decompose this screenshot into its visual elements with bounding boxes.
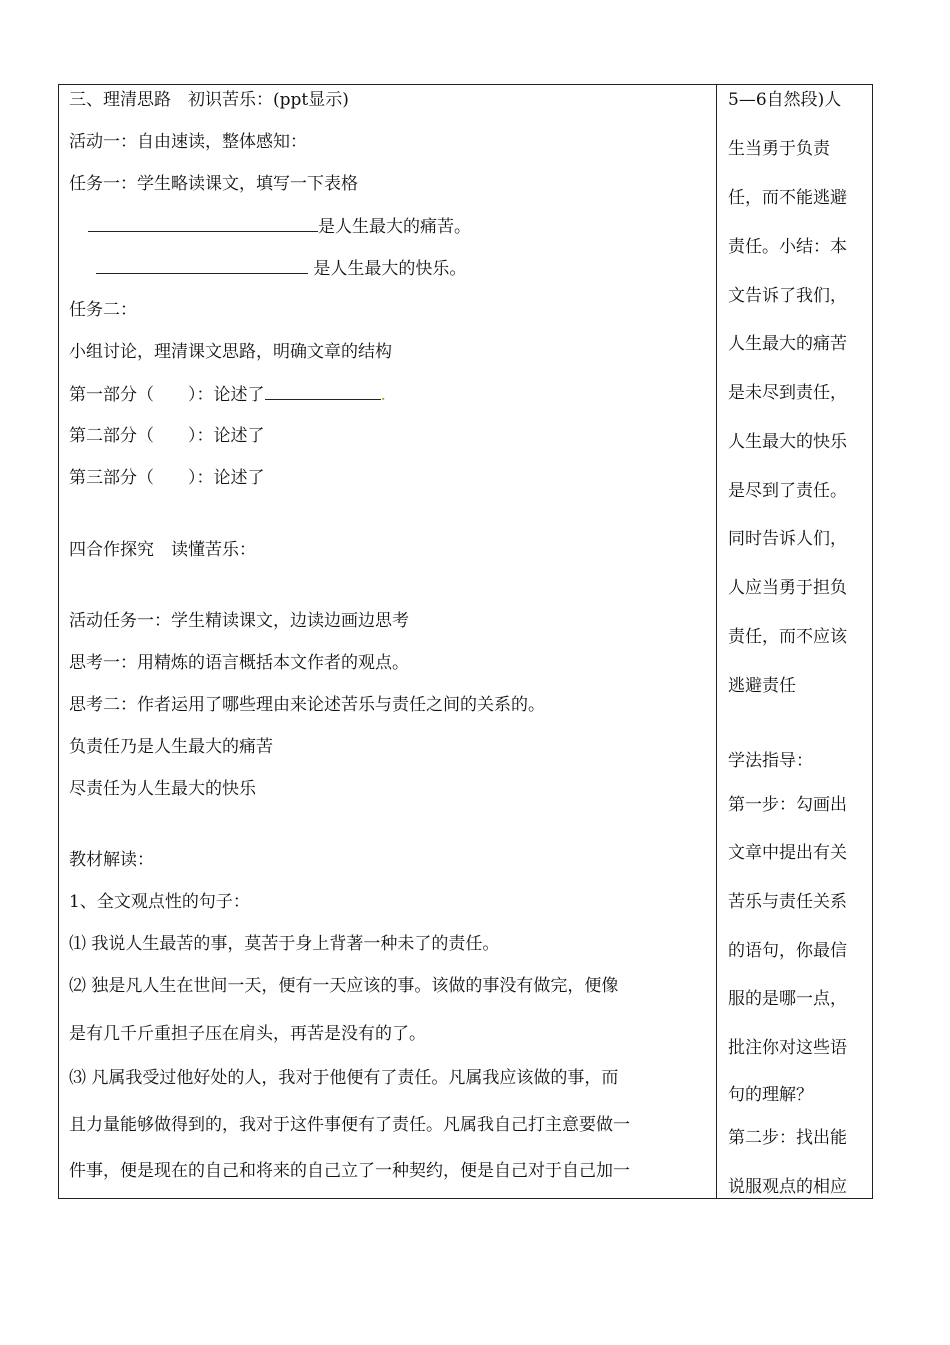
section4-heading: 四合作探究 读懂苦乐： bbox=[69, 540, 256, 560]
side-line: 批注你对这些语 bbox=[728, 1038, 847, 1058]
part1-dot: . bbox=[380, 385, 386, 405]
sentence-1: ⑴ 我说人生最苦的事，莫苦于身上背著一种未了的责任。 bbox=[69, 934, 500, 954]
side-line: 逃避责任 bbox=[728, 676, 796, 696]
group-discussion: 小组讨论，理清课文思路，明确文章的结构 bbox=[69, 342, 392, 362]
section3-heading: 三、理清思路 初识苦乐：(ppt显示) bbox=[69, 90, 349, 110]
key-sentences-heading: 1、全文观点性的句子： bbox=[69, 892, 250, 912]
side-line: 文告诉了我们， bbox=[728, 286, 847, 306]
part2-line: 第二部分（ ）：论述了 bbox=[69, 426, 265, 446]
part3-line: 第三部分（ ）：论述了 bbox=[69, 468, 265, 488]
side-line: 第一步：勾画出 bbox=[728, 795, 847, 815]
side-line: 服的是哪一点， bbox=[728, 989, 847, 1009]
side-line: 同时告诉人们， bbox=[728, 529, 847, 549]
side-line: 5—6自然段)人 bbox=[728, 90, 842, 110]
task2: 任务二： bbox=[69, 300, 137, 320]
point-pain: 负责任乃是人生最大的痛苦 bbox=[69, 737, 273, 757]
column-divider bbox=[716, 84, 717, 1199]
sentence-2-line2: 是有几千斤重担子压在肩头，再苦是没有的了。 bbox=[69, 1024, 426, 1044]
sentence-2-line1: ⑵ 独是凡人生在世间一天，便有一天应该的事。该做的事没有做完，便像 bbox=[69, 976, 619, 996]
side-line: 说服观点的相应 bbox=[728, 1177, 847, 1197]
side-line: 任，而不能逃避 bbox=[728, 188, 847, 208]
blank-line-pain-text: 是人生最大的痛苦。 bbox=[318, 217, 471, 237]
side-line: 句的理解？ bbox=[728, 1085, 813, 1105]
sentence-3-line3: 件事，便是现在的自己和将来的自己立了一种契约，便是自己对于自己加一 bbox=[69, 1161, 630, 1181]
side-line: 人生最大的快乐 bbox=[728, 432, 847, 452]
point-joy: 尽责任为人生最大的快乐 bbox=[69, 779, 256, 799]
blank-line-pain bbox=[88, 216, 471, 237]
textbook-reading: 教材解读： bbox=[69, 850, 154, 870]
fill-blank[interactable] bbox=[88, 216, 318, 232]
sentence-3-line1: ⑶ 凡属我受过他好处的人，我对于他便有了责任。凡属我应该做的事，而 bbox=[69, 1068, 619, 1088]
blank-line-joy-text: 是人生最大的快乐。 bbox=[308, 259, 467, 279]
side-line: 苦乐与责任关系 bbox=[728, 892, 847, 912]
part1-line bbox=[69, 384, 386, 405]
fill-blank[interactable] bbox=[265, 384, 381, 400]
think1: 思考一：用精炼的语言概括本文作者的观点。 bbox=[69, 653, 409, 673]
fill-blank[interactable] bbox=[96, 258, 308, 274]
side-line: 责任。小结：本 bbox=[728, 237, 847, 257]
side-line: 文章中提出有关 bbox=[728, 843, 847, 863]
sentence-3-line2: 且力量能够做得到的，我对于这件事便有了责任。凡属我自己打主意要做一 bbox=[69, 1115, 630, 1135]
side-line: 责任，而不应该 bbox=[728, 627, 847, 647]
side-line: 是尽到了责任。 bbox=[728, 481, 847, 501]
side-line: 人应当勇于担负 bbox=[728, 578, 847, 598]
task1: 任务一：学生略读课文，填写一下表格 bbox=[69, 174, 358, 194]
blank-line-joy bbox=[96, 258, 466, 279]
side-line: 第二步：找出能 bbox=[728, 1128, 847, 1148]
activity-task1: 活动任务一：学生精读课文，边读边画边思考 bbox=[69, 611, 409, 631]
side-line: 学法指导： bbox=[728, 751, 813, 771]
side-line: 生当勇于负责 bbox=[728, 139, 830, 159]
side-line: 的语句，你最信 bbox=[728, 941, 847, 961]
activity1: 活动一：自由速读，整体感知： bbox=[69, 132, 307, 152]
part1-text: 第一部分（ ）：论述了 bbox=[69, 385, 265, 405]
think2: 思考二：作者运用了哪些理由来论述苦乐与责任之间的关系的。 bbox=[69, 695, 545, 715]
side-line: 是未尽到责任， bbox=[728, 383, 847, 403]
side-line: 人生最大的痛苦 bbox=[728, 334, 847, 354]
